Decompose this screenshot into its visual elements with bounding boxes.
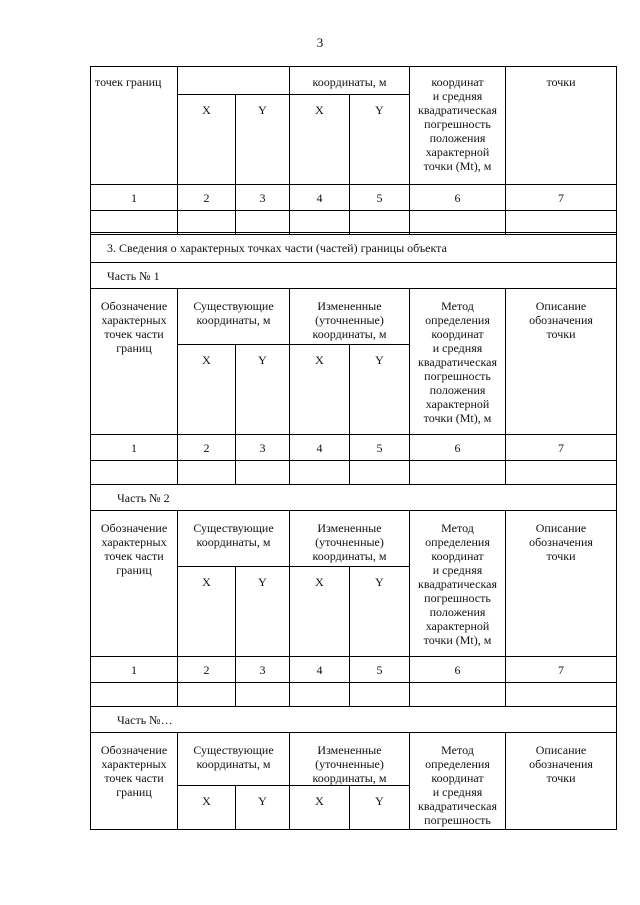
header-changed-text: Измененные (уточненные) координаты, м (312, 521, 387, 563)
col-num: 6 (410, 657, 506, 683)
header-method-cell (410, 511, 506, 657)
header-changed-cell (290, 67, 410, 95)
empty-cell (506, 683, 617, 707)
sub-y-existing: Y (236, 345, 290, 435)
header-method-text: Метод определения координат и средняя квадратическая погрешность (418, 743, 497, 827)
sub-y-existing: Y (236, 95, 290, 185)
points-table-continuation (90, 66, 617, 235)
part-title: Часть №… (117, 712, 173, 727)
section-title: 3. Сведения о характерных точках части (частей) границы объекта (107, 240, 447, 255)
header-method-cell (410, 289, 506, 435)
sub-y-changed: Y (350, 567, 410, 657)
sub-y-changed: Y (350, 345, 410, 435)
part-title: Часть № 2 (117, 490, 170, 505)
empty-cell (350, 461, 410, 485)
header-changed-text: Измененные (уточненные) координаты, м (312, 299, 387, 341)
empty-cell (91, 461, 178, 485)
header-method-text: Метод определения координат и средняя квадратическая погрешность положения характерной точки (Mt), м (418, 299, 497, 425)
header-changed-cell (290, 733, 410, 786)
sub-y-existing: Y (236, 786, 290, 830)
header-description-cell (506, 511, 617, 657)
header-existing-cell (178, 511, 290, 567)
sub-y-changed: Y (350, 95, 410, 185)
col-num: 4 (290, 435, 350, 461)
col-num: 3 (236, 657, 290, 683)
header-method-cell (410, 733, 506, 830)
empty-cell (178, 683, 236, 707)
empty-cell (91, 211, 178, 235)
part-title-cell (91, 485, 617, 511)
header-existing-cell (178, 67, 290, 95)
empty-cell (290, 211, 350, 235)
header-description-cell (506, 733, 617, 830)
col-num: 5 (350, 435, 410, 461)
empty-cell (236, 461, 290, 485)
header-existing-text: Существующие координаты, м (193, 521, 274, 549)
header-points-cell (91, 511, 178, 657)
header-existing-text: Существующие координаты, м (193, 299, 274, 327)
sub-x-existing: X (178, 567, 236, 657)
col-num: 1 (91, 435, 178, 461)
header-points-text: Обозначение характерных точек части границ (100, 521, 168, 577)
header-existing-text: Существующие координаты, м (193, 743, 274, 771)
empty-cell (290, 461, 350, 485)
col-num: 5 (350, 185, 410, 211)
sub-x-changed: X (290, 786, 350, 830)
empty-cell (236, 211, 290, 235)
page-number: 3 (316, 35, 324, 50)
section3-table (90, 232, 617, 830)
empty-cell (410, 683, 506, 707)
empty-cell (178, 211, 236, 235)
sub-x-changed: X (290, 345, 350, 435)
part-title-cell (91, 263, 617, 289)
sub-x-changed: X (290, 567, 350, 657)
header-points-cell (91, 289, 178, 435)
empty-cell (236, 683, 290, 707)
empty-cell (350, 683, 410, 707)
sub-x-changed: X (290, 95, 350, 185)
empty-cell (91, 683, 178, 707)
header-description-text: Описание обозначения точки (529, 521, 593, 563)
sub-y-changed: Y (350, 786, 410, 830)
sub-x-existing: X (178, 95, 236, 185)
col-num: 4 (290, 185, 350, 211)
header-points-text: Обозначение характерных точек части границ (100, 743, 168, 799)
header-description-text: Описание обозначения точки (529, 299, 593, 341)
header-points-text: точек границ (95, 75, 162, 89)
sub-x-existing: X (178, 345, 236, 435)
col-num: 4 (290, 657, 350, 683)
section-title-cell (91, 233, 617, 263)
header-changed-text: Измененные (уточненные) координаты, м (312, 743, 387, 785)
col-num: 2 (178, 185, 236, 211)
empty-cell (410, 461, 506, 485)
col-num: 1 (91, 657, 178, 683)
col-num: 2 (178, 435, 236, 461)
header-points-text: Обозначение характерных точек части границ (100, 299, 168, 355)
header-points-cell (91, 67, 178, 185)
header-changed-text: координаты, м (312, 75, 387, 89)
col-num: 6 (410, 185, 506, 211)
sub-y-existing: Y (236, 567, 290, 657)
empty-cell (290, 683, 350, 707)
col-num: 3 (236, 185, 290, 211)
empty-cell (410, 211, 506, 235)
header-existing-cell (178, 733, 290, 786)
part-title: Часть № 1 (107, 268, 160, 283)
col-num: 2 (178, 657, 236, 683)
empty-cell (350, 211, 410, 235)
header-description-text: Описание обозначения точки (529, 743, 593, 785)
empty-cell (506, 461, 617, 485)
col-num: 1 (91, 185, 178, 211)
empty-cell (178, 461, 236, 485)
col-num: 7 (506, 185, 617, 211)
header-description-text: точки (546, 75, 576, 89)
header-method-cell (410, 67, 506, 185)
header-description-cell (506, 67, 617, 185)
part-title-cell (91, 707, 617, 733)
col-num: 7 (506, 435, 617, 461)
header-changed-cell (290, 511, 410, 567)
header-method-text: Метод определения координат и средняя квадратическая погрешность положения характерной точки (Mt), м (418, 521, 497, 647)
col-num: 3 (236, 435, 290, 461)
col-num: 5 (350, 657, 410, 683)
col-num: 7 (506, 657, 617, 683)
sub-x-existing: X (178, 786, 236, 830)
header-existing-cell (178, 289, 290, 345)
header-method-text: координат и средняя квадратическая погрешность положения характерной точки (Mt), м (418, 75, 497, 173)
header-points-cell (91, 733, 178, 830)
header-description-cell (506, 289, 617, 435)
header-changed-cell (290, 289, 410, 345)
empty-cell (506, 211, 617, 235)
col-num: 6 (410, 435, 506, 461)
